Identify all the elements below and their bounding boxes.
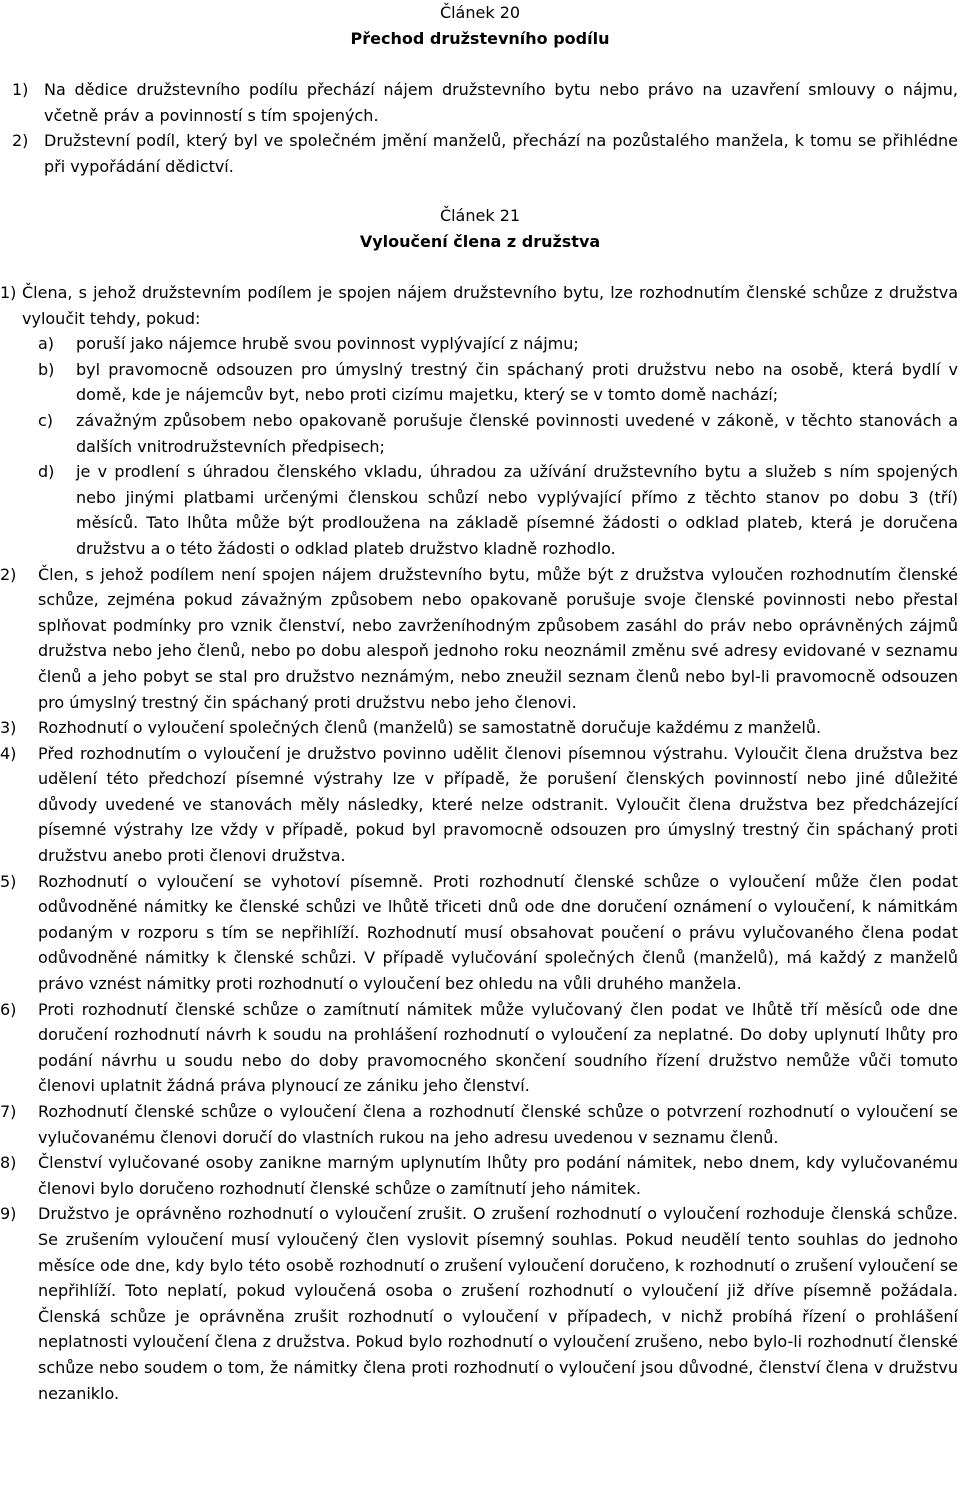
article-20-list [0, 77, 960, 179]
list-item [0, 77, 960, 128]
article-20-subtitle: Přechod družstevního podílu [350, 28, 610, 48]
article-21-list [0, 280, 960, 1406]
item-number: 7) [0, 1102, 17, 1121]
list-item [0, 741, 960, 869]
item-text: Člena, s jehož družstevním podílem je spojen nájem družstevního bytu, lze rozhodnutím členské schůze z družstva vyloučit tehdy, pokud: [22, 283, 958, 328]
item-number: 3) [0, 718, 17, 738]
item-text: Družstvo je oprávněno rozhodnutí o vyloučení zrušit. O zrušení rozhodnutí o vyloučení rozhoduje členská schůze. Se zrušením vyloučení musí vyloučený člen vyslovit písemný souhlas. Pokud neudělí tento souhlas do jednoho měsíce ode dne, kdy bylo této osobě rozhodnutí o zrušení vyloučení doručeno, k rozhodnutí o zrušení vyloučení se nepřihlíží. Toto neplatí, pokud vyloučená osoba o zrušení rozhodnutí o vyloučení již dříve písemně požádala. Členská schůze je oprávněna zrušit rozhodnutí o vyloučení v případech, v nichž probíhá řízení o prohlášení neplatnosti vyloučení člena z družstva. Pokud bylo rozhodnutí o vyloučení zrušeno, nebo bylo-li rozhodnutí členské schůze nebo soudem o tom, že námitky člena proti rozhodnutí o vyloučení jsou důvodné, členství člena v družstvu nezaniklo. [38, 1204, 958, 1403]
article-21-heading [0, 203, 960, 254]
item-number: 1) [12, 80, 29, 99]
sub-item-text: je v prodlení s úhradou členského vkladu, úhradou za užívání družstevního bytu a služeb s ním spojených nebo jinými platbami určenými členskou schůzí nebo vyplývající přímo z těchto stanov po dobu 3 (tří) měsíců. Tato lhůta může být prodloužena na základě písemné žádosti o odklad plateb, která je doručena družstvu a o této žádosti o odklad plateb družstvo kladně rozhodlo. [76, 462, 958, 558]
article-20-title: Článek 20 [439, 3, 521, 22]
item-number: 5) [0, 871, 17, 891]
sub-item-letter: d) [38, 462, 55, 482]
sub-item [38, 408, 960, 459]
item-number: 4) [0, 743, 17, 763]
item-number: 9) [0, 1204, 17, 1224]
sub-item-text: byl pravomocně odsouzen pro úmyslný trestný čin spáchaný proti družstvu nebo na osobě, která bydlí v domě, kde je nájemcův byt, nebo proti cizímu majetku, který se v tomto domě nachází; [76, 359, 958, 405]
article-20-heading [0, 0, 960, 51]
item-text: Družstevní podíl, který byl ve společném jmění manželů, přechází na pozůstalého manžela, k tomu se přihlédne při vypořádání dědictví. [44, 131, 958, 176]
item-text: Rozhodnutí o vyloučení se vyhotoví písemně. Proti rozhodnutí členské schůze o vyloučení může člen podat odůvodněné námitky ke členské schůzi ve lhůtě třiceti dnů ode dne doručení oznámení o vyloučení, k námitkám podaným v rozporu s tím se nepřihlíží. Rozhodnutí musí obsahovat poučení o právu vylučovaného člena podat odůvodněné námitky k členské schůzi. V případě vylučování společných členů (manželů), má každý z manželů právo vznést námitky proti rozhodnutí o vyloučení bez ohledu na vůli druhého manžela. [38, 871, 958, 994]
item-number: 2) [12, 131, 29, 151]
sub-item [38, 357, 960, 408]
list-item [0, 1150, 960, 1201]
item-text: Rozhodnutí členské schůze o vyloučení člena a rozhodnutí členské schůze o potvrzení rozhodnutí o vyloučení se vylučovanému členovi doručí do vlastních rukou na jeho adresu uvedenou v seznamu členů. [38, 1102, 958, 1147]
sub-item [38, 331, 960, 357]
sub-item [38, 459, 960, 561]
article-21-title: Článek 21 [439, 206, 521, 225]
list-item [0, 997, 960, 1099]
list-item [0, 869, 960, 997]
item-text: Rozhodnutí o vyloučení společných členů (manželů) se samostatně doručuje každému z manželů. [38, 718, 822, 738]
list-item [0, 1201, 960, 1406]
item-text: Proti rozhodnutí členské schůze o zamítnutí námitek může vylučovaný člen podat ve lhůtě tří měsíců ode dne doručení rozhodnutí návrh k soudu na prohlášení rozhodnutí o vyloučení za neplatné. Do doby uplynutí lhůty pro podání návrhu u soudu nebo do doby pravomocného skončení soudního řízení družstvo nemůže vůči tomuto členovi uplatnit žádná práva plynoucí ze zániku jeho členství. [38, 999, 958, 1096]
item-number: 1) [0, 283, 17, 302]
list-item [0, 1099, 960, 1150]
sub-item-letter: c) [38, 410, 54, 430]
article-21-subtitle: Vyloučení člena z družstva [359, 231, 601, 251]
item-text: Členství vylučované osoby zanikne marným uplynutím lhůty pro podání námitek, nebo dnem, kdy vylučovanému členovi bylo doručeno rozhodnutí členské schůze o zamítnutí jeho námitek. [38, 1153, 958, 1198]
item-text: Člen, s jehož podílem není spojen nájem družstevního bytu, může být z družstva vyloučen rozhodnutím členské schůze, zejména pokud závažným způsobem nebo opakovaně porušuje svoje členské povinnosti nebo přestal splňovat podmínky pro vznik členství, nebo zavrženíhodným způsobem zasáhl do práv nebo oprávněných zájmů družstva nebo jeho členů, nebo po dobu alespoň jednoho roku neoznámil změnu své adresy evidované v seznamu členů a jeho pobyt se stal pro družstvo neznámým, nebo zneužil seznam členů nebo byl-li pravomocně odsouzen pro úmyslný trestný čin spáchaný proti družstvu nebo jeho členovi. [38, 564, 958, 712]
sub-item-letter: a) [38, 334, 55, 354]
item-number: 6) [0, 999, 17, 1019]
list-item [0, 715, 960, 741]
item-number: 2) [0, 564, 17, 584]
list-item [0, 562, 960, 716]
list-item [0, 128, 960, 179]
sub-item-text: poruší jako nájemce hrubě svou povinnost vyplývající z nájmu; [76, 334, 579, 354]
item-number: 8) [0, 1153, 17, 1173]
list-item [0, 280, 960, 331]
sub-item-letter: b) [38, 359, 55, 379]
item-text: Na dědice družstevního podílu přechází nájem družstevního bytu nebo právo na uzavření smlouvy o nájmu, včetně práv a povinností s tím spojených. [44, 80, 958, 125]
item-text: Před rozhodnutím o vyloučení je družstvo povinno udělit členovi písemnou výstrahu. Vyloučit člena družstva bez udělení této předchozí písemné výstrahy lze v případě, že porušení členských povinností nebo jiné důležité důvody uvedené ve stanovách měly následky, které nelze odstranit. Vyloučit člena družstva bez předcházející písemné výstrahy lze vždy v případě, pokud byl pravomocně odsouzen pro úmyslný trestný čin spáchaný proti družstvu anebo proti členovi družstva. [38, 743, 958, 866]
sub-item-text: závažným způsobem nebo opakovaně porušuje členské povinnosti uvedené v zákoně, v těchto stanovách a dalších vnitrodružstevních předpisech; [76, 410, 958, 456]
